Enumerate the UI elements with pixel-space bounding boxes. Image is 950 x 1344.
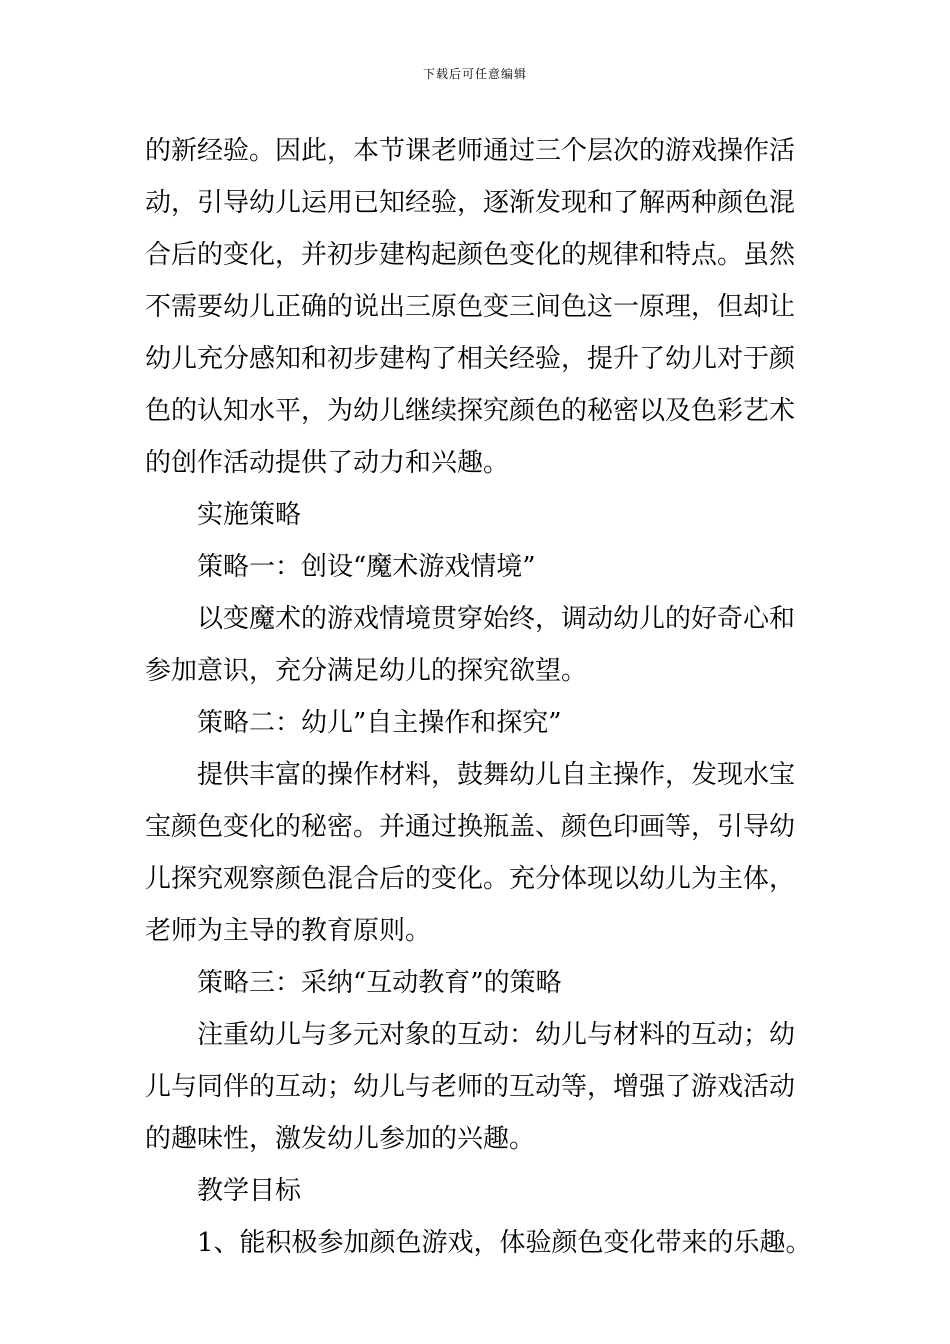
paragraph-line: 的趣味性，激发幼儿参加的兴趣。	[145, 1124, 536, 1154]
paragraph-line: 儿探究观察颜色混合后的变化。充分体现以幼儿为主体，	[145, 864, 796, 894]
page-header: 下载后可任意编辑	[422, 67, 527, 81]
paragraph-line: 注重幼儿与多元对象的互动：幼儿与材料的互动；幼	[197, 1020, 796, 1050]
document-body	[145, 125, 810, 1269]
list-item: 1、能积极参加颜色游戏，体验颜色变化带来的乐趣。	[197, 1228, 812, 1258]
paragraph-line: 儿与同伴的互动；幼儿与老师的互动等，增强了游戏活动	[145, 1072, 796, 1102]
paragraph-line: 动，引导幼儿运用已知经验，逐渐发现和了解两种颜色混	[145, 188, 796, 218]
paragraph-line: 合后的变化，并初步建构起颜色变化的规律和特点。虽然	[145, 240, 796, 270]
paragraph-line: 宝颜色变化的秘密。并通过换瓶盖、颜色印画等，引导幼	[145, 812, 796, 842]
strategy-heading: 策略一：创设“魔术游戏情境”	[197, 552, 536, 582]
paragraph-line: 提供丰富的操作材料，鼓舞幼儿自主操作，发现水宝	[197, 760, 796, 790]
paragraph-line: 参加意识，充分满足幼儿的探究欲望。	[145, 656, 588, 686]
paragraph-line: 不需要幼儿正确的说出三原色变三间色这一原理，但却让	[145, 292, 796, 322]
section-heading: 教学目标	[197, 1176, 302, 1206]
paragraph-line: 幼儿充分感知和初步建构了相关经验，提升了幼儿对于颜	[145, 344, 796, 374]
paragraph-line: 的新经验。因此，本节课老师通过三个层次的游戏操作活	[145, 136, 796, 166]
paragraph-line: 的创作活动提供了动力和兴趣。	[145, 448, 510, 478]
strategy-heading: 策略三：采纳“互动教育”的策略	[197, 968, 562, 998]
paragraph-line: 老师为主导的教育原则。	[145, 916, 432, 946]
paragraph-line: 色的认知水平，为幼儿继续探究颜色的秘密以及色彩艺术	[145, 396, 796, 426]
paragraph-line: 以变魔术的游戏情境贯穿始终，调动幼儿的好奇心和	[197, 604, 796, 634]
section-heading: 实施策略	[197, 500, 302, 530]
strategy-heading: 策略二：幼儿”自主操作和探究”	[197, 708, 562, 738]
